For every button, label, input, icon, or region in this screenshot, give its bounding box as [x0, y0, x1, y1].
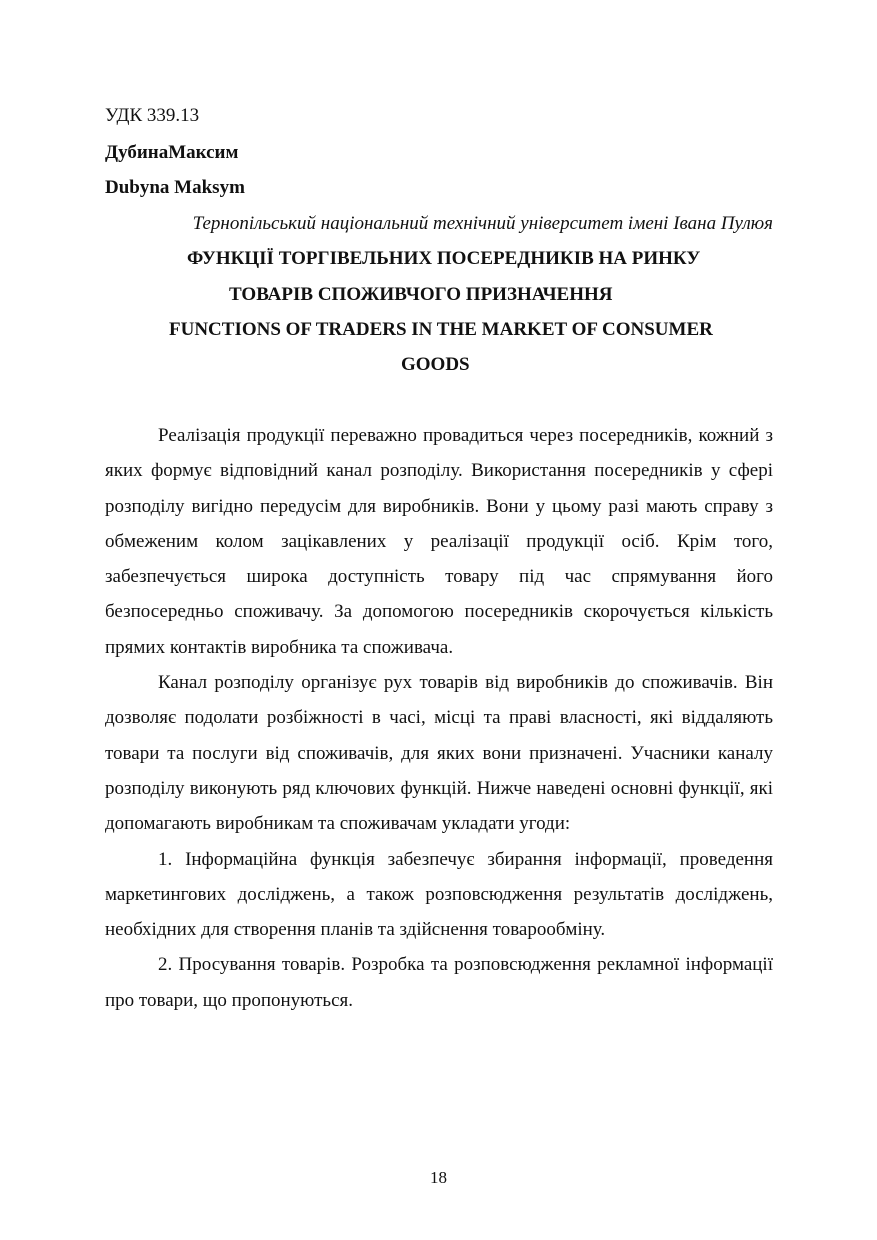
title-en-line-2: GOODS [401, 354, 470, 375]
paragraph: Реалізація продукції переважно провадиться через посередників, кожний з яких формує відповідний канал розподілу. Використання посередників у сфері розподілу вигідно передусім для виробників. Вони у цьому разі мають справу з обмеженим колом зацікавлених у реалізації продукції осіб. Крім того, забезпечується широка доступність товару під час спрямування його безпосередньо споживачу. За допомогою посередників скорочується кількість прямих контактів виробника та споживача. [105, 425, 773, 658]
paragraph: Канал розподілу організує рух товарів від виробників до споживачів. Він дозволяє подолати розбіжності в часі, місці та праві власності, які віддаляють товари та послуги від споживачів, для яких вони призначені. Учасники каналу розподілу виконують ряд ключових функцій. Нижче наведені основні функції, які допомагають виробникам та споживачам укладати угоди: [105, 672, 773, 835]
paragraph: 2. Просування товарів. Розробка та розповсюдження рекламної інформації про товари, що пропонуються. [105, 954, 773, 1011]
page-number: 18 [430, 1168, 447, 1187]
author-name-en: Dubyna Maksym [105, 177, 245, 198]
udk-code: УДК 339.13 [105, 105, 200, 126]
article-body [105, 418, 773, 1018]
paragraph: 1. Інформаційна функція забезпечує збирання інформації, проведення маркетингових досліджень, а також розповсюдження результатів досліджень, необхідних для створення планів та здійснення товарообміну. [105, 848, 773, 941]
affiliation: Тернопільський національний технічний університет імені Івана Пулюя [192, 213, 773, 234]
title-en-line-1: FUNCTIONS OF TRADERS IN THE MARKET OF CONSUMER [169, 319, 713, 340]
author-name-ua: ДубинаМаксим [105, 142, 239, 163]
title-ua-line-2: ТОВАРІВ СПОЖИВЧОГО ПРИЗНАЧЕННЯ [229, 284, 613, 305]
title-ua-line-1: ФУНКЦІЇ ТОРГІВЕЛЬНИХ ПОСЕРЕДНИКІВ НА РИНКУ [187, 248, 701, 269]
